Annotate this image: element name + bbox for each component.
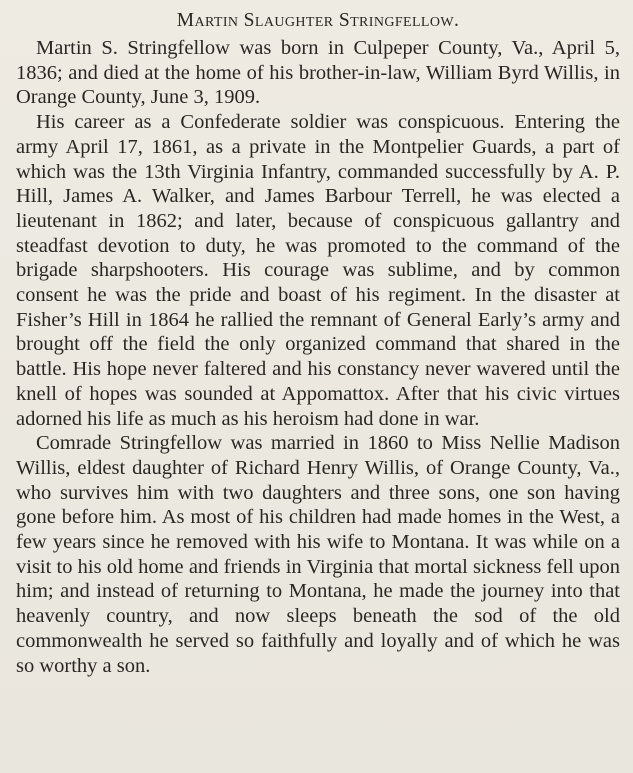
paragraph-military-career: His career as a Confederate soldier was conspicuous. Entering the army April 17, 1861, as a private in the Montpelier Guards, a part of which was the 13th Virginia Infantry, commanded successfully by A. P. Hill, James A. Walker, and James Barbour Terrell, he was elected a lieutenant in 1862; and later, because of conspicuous gallantry and steadfast devotion to duty, he was promoted to the command of the brigade sharpshooters. His courage was sublime, and by common consent he was the pride and boast of his regiment. In the disaster at Fisher’s Hill in 1864 he rallied the remnant of General Early’s army and brought off the field the only organized command that shared in the battle. His hope never faltered and his constancy never wavered until the knell of hopes was sounded at Appomattox. After that his civic virtues adorned his life as much as his heroism had done in war.	[16, 111, 620, 430]
paragraph-family-and-death: Comrade Stringfellow was married in 1860 to Miss Nellie Madison Willis, eldest daughter of Richard Henry Willis, of Orange County, Va., who survives him with two daughters and three sons, one son having gone before him. As most of his children had made homes in the West, a few years since he removed with his wife to Montana. It was while on a visit to his old home and friends in Virginia that mortal sickness fell upon him; and instead of returning to Montana, he made the journey into that heavenly country, and now sleeps beneath the sod of the old commonwealth he served so faithfully and loyally and of which he was so worthy a son.	[16, 432, 620, 677]
paragraph-birth-death: Martin S. Stringfellow was born in Culpeper County, Va., April 5, 1836; and died at the home of his brother-in-law, William Byrd Willis, in Orange County, June 3, 1909.	[16, 37, 620, 109]
article-title: Martin Slaughter Stringfellow.	[176, 10, 460, 31]
